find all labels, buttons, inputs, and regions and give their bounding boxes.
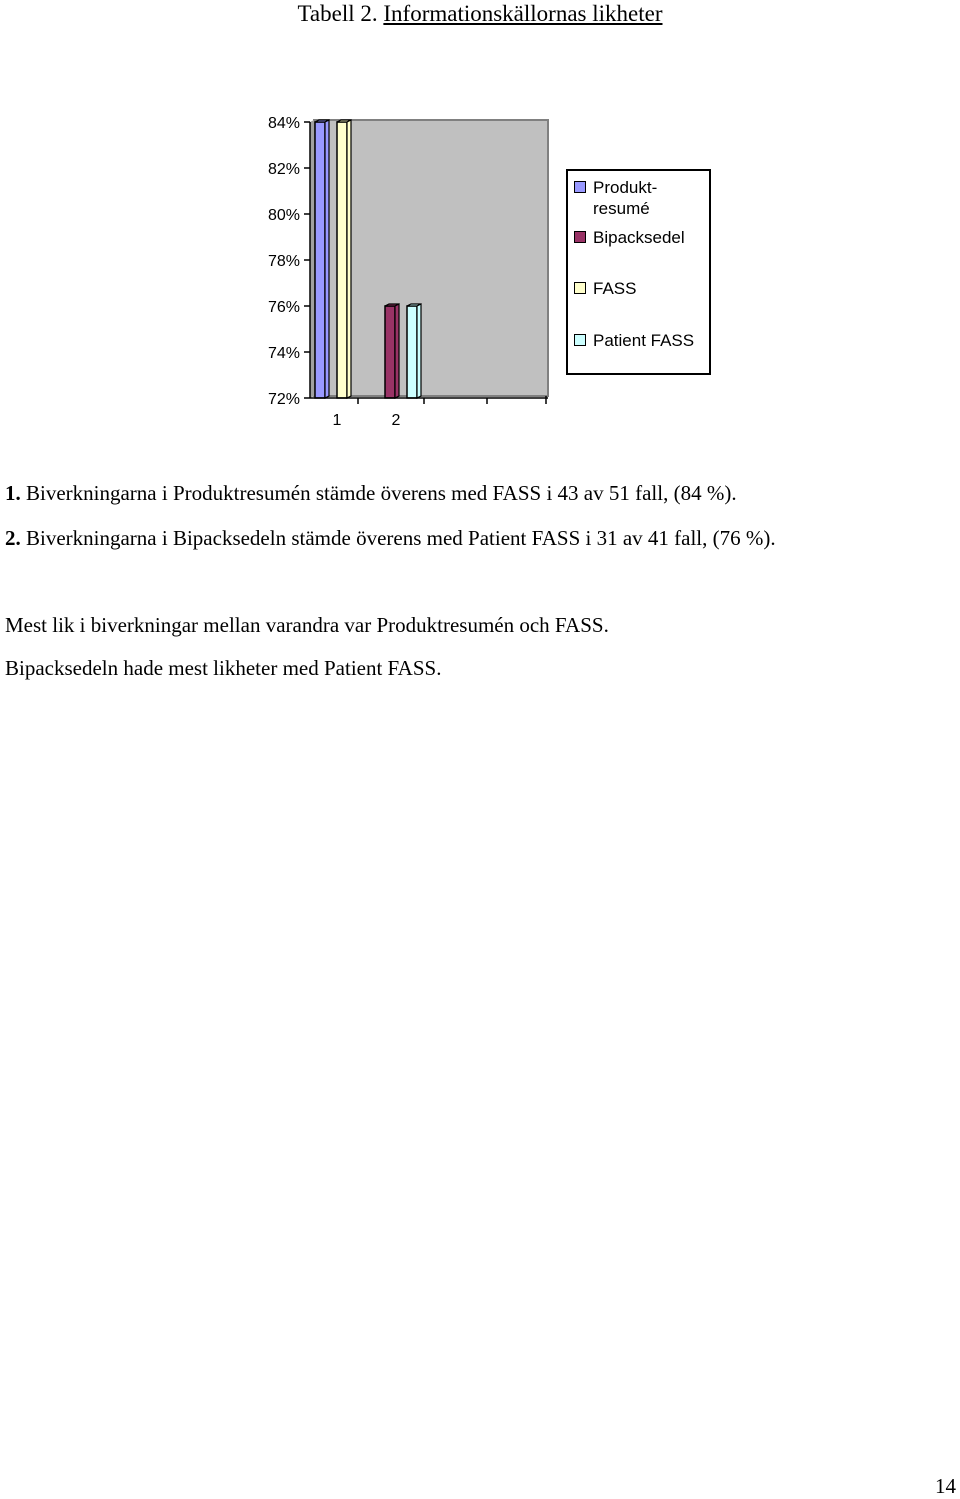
chart-legend bbox=[566, 169, 711, 375]
bar bbox=[315, 122, 325, 398]
legend-item-produktresume bbox=[574, 177, 657, 219]
legend-label: FASS bbox=[593, 279, 637, 298]
bar bbox=[407, 306, 417, 398]
legend-swatch bbox=[574, 282, 586, 294]
legend-swatch bbox=[574, 334, 586, 346]
note-text-2: Biverkningarna i Bipacksedeln stämde överens med Patient FASS i 31 av 41 fall, (76 %). bbox=[20, 526, 776, 550]
y-tick-label: 76% bbox=[267, 299, 300, 316]
legend-swatch bbox=[574, 181, 586, 193]
x-tick-labels bbox=[333, 398, 487, 429]
legend-label-line1: Produkt- bbox=[593, 178, 658, 197]
legend-label: Bipacksedel bbox=[593, 228, 685, 247]
page-number: 14 bbox=[935, 1474, 956, 1498]
y-tick-label: 74% bbox=[267, 345, 300, 362]
note-number-1: 1. bbox=[5, 481, 21, 505]
bar-side bbox=[325, 120, 329, 398]
x-tick-label: 2 bbox=[391, 412, 401, 429]
note-item-1 bbox=[5, 480, 737, 506]
note-text-1: Biverkningarna i Produktresumén stämde överens med FASS i 43 av 51 fall, (84 %). bbox=[20, 481, 737, 505]
note-item-2 bbox=[5, 525, 776, 551]
y-tick-label: 72% bbox=[267, 391, 300, 408]
y-tick-label: 82% bbox=[267, 161, 300, 178]
y-tick-label: 84% bbox=[267, 115, 300, 132]
legend-item-patient-fass bbox=[574, 330, 694, 351]
summary-line-2: Bipacksedeln hade mest likheter med Patient FASS. bbox=[5, 656, 442, 680]
title-prefix: Tabell 2. bbox=[297, 1, 384, 26]
legend-label-line2: resumé bbox=[593, 199, 650, 218]
summary-line-1: Mest lik i biverkningar mellan varandra var Produktresumén och FASS. bbox=[5, 613, 609, 637]
bar-side bbox=[395, 304, 399, 398]
x-tick-label: 1 bbox=[332, 412, 342, 429]
legend-item-bipacksedel bbox=[574, 227, 685, 248]
title-underlined: Informationskällornas likheter bbox=[383, 1, 663, 26]
bar-chart bbox=[0, 0, 960, 440]
bar bbox=[337, 122, 347, 398]
legend-label: Patient FASS bbox=[593, 331, 695, 350]
bar-side bbox=[417, 304, 421, 398]
y-tick-label: 80% bbox=[267, 207, 300, 224]
bar-side bbox=[347, 120, 351, 398]
legend-item-fass bbox=[574, 278, 636, 299]
note-number-2: 2. bbox=[5, 526, 21, 550]
bar bbox=[385, 306, 395, 398]
y-tick-label: 78% bbox=[267, 253, 300, 270]
y-tick-labels bbox=[268, 115, 310, 408]
legend-swatch bbox=[574, 231, 586, 243]
